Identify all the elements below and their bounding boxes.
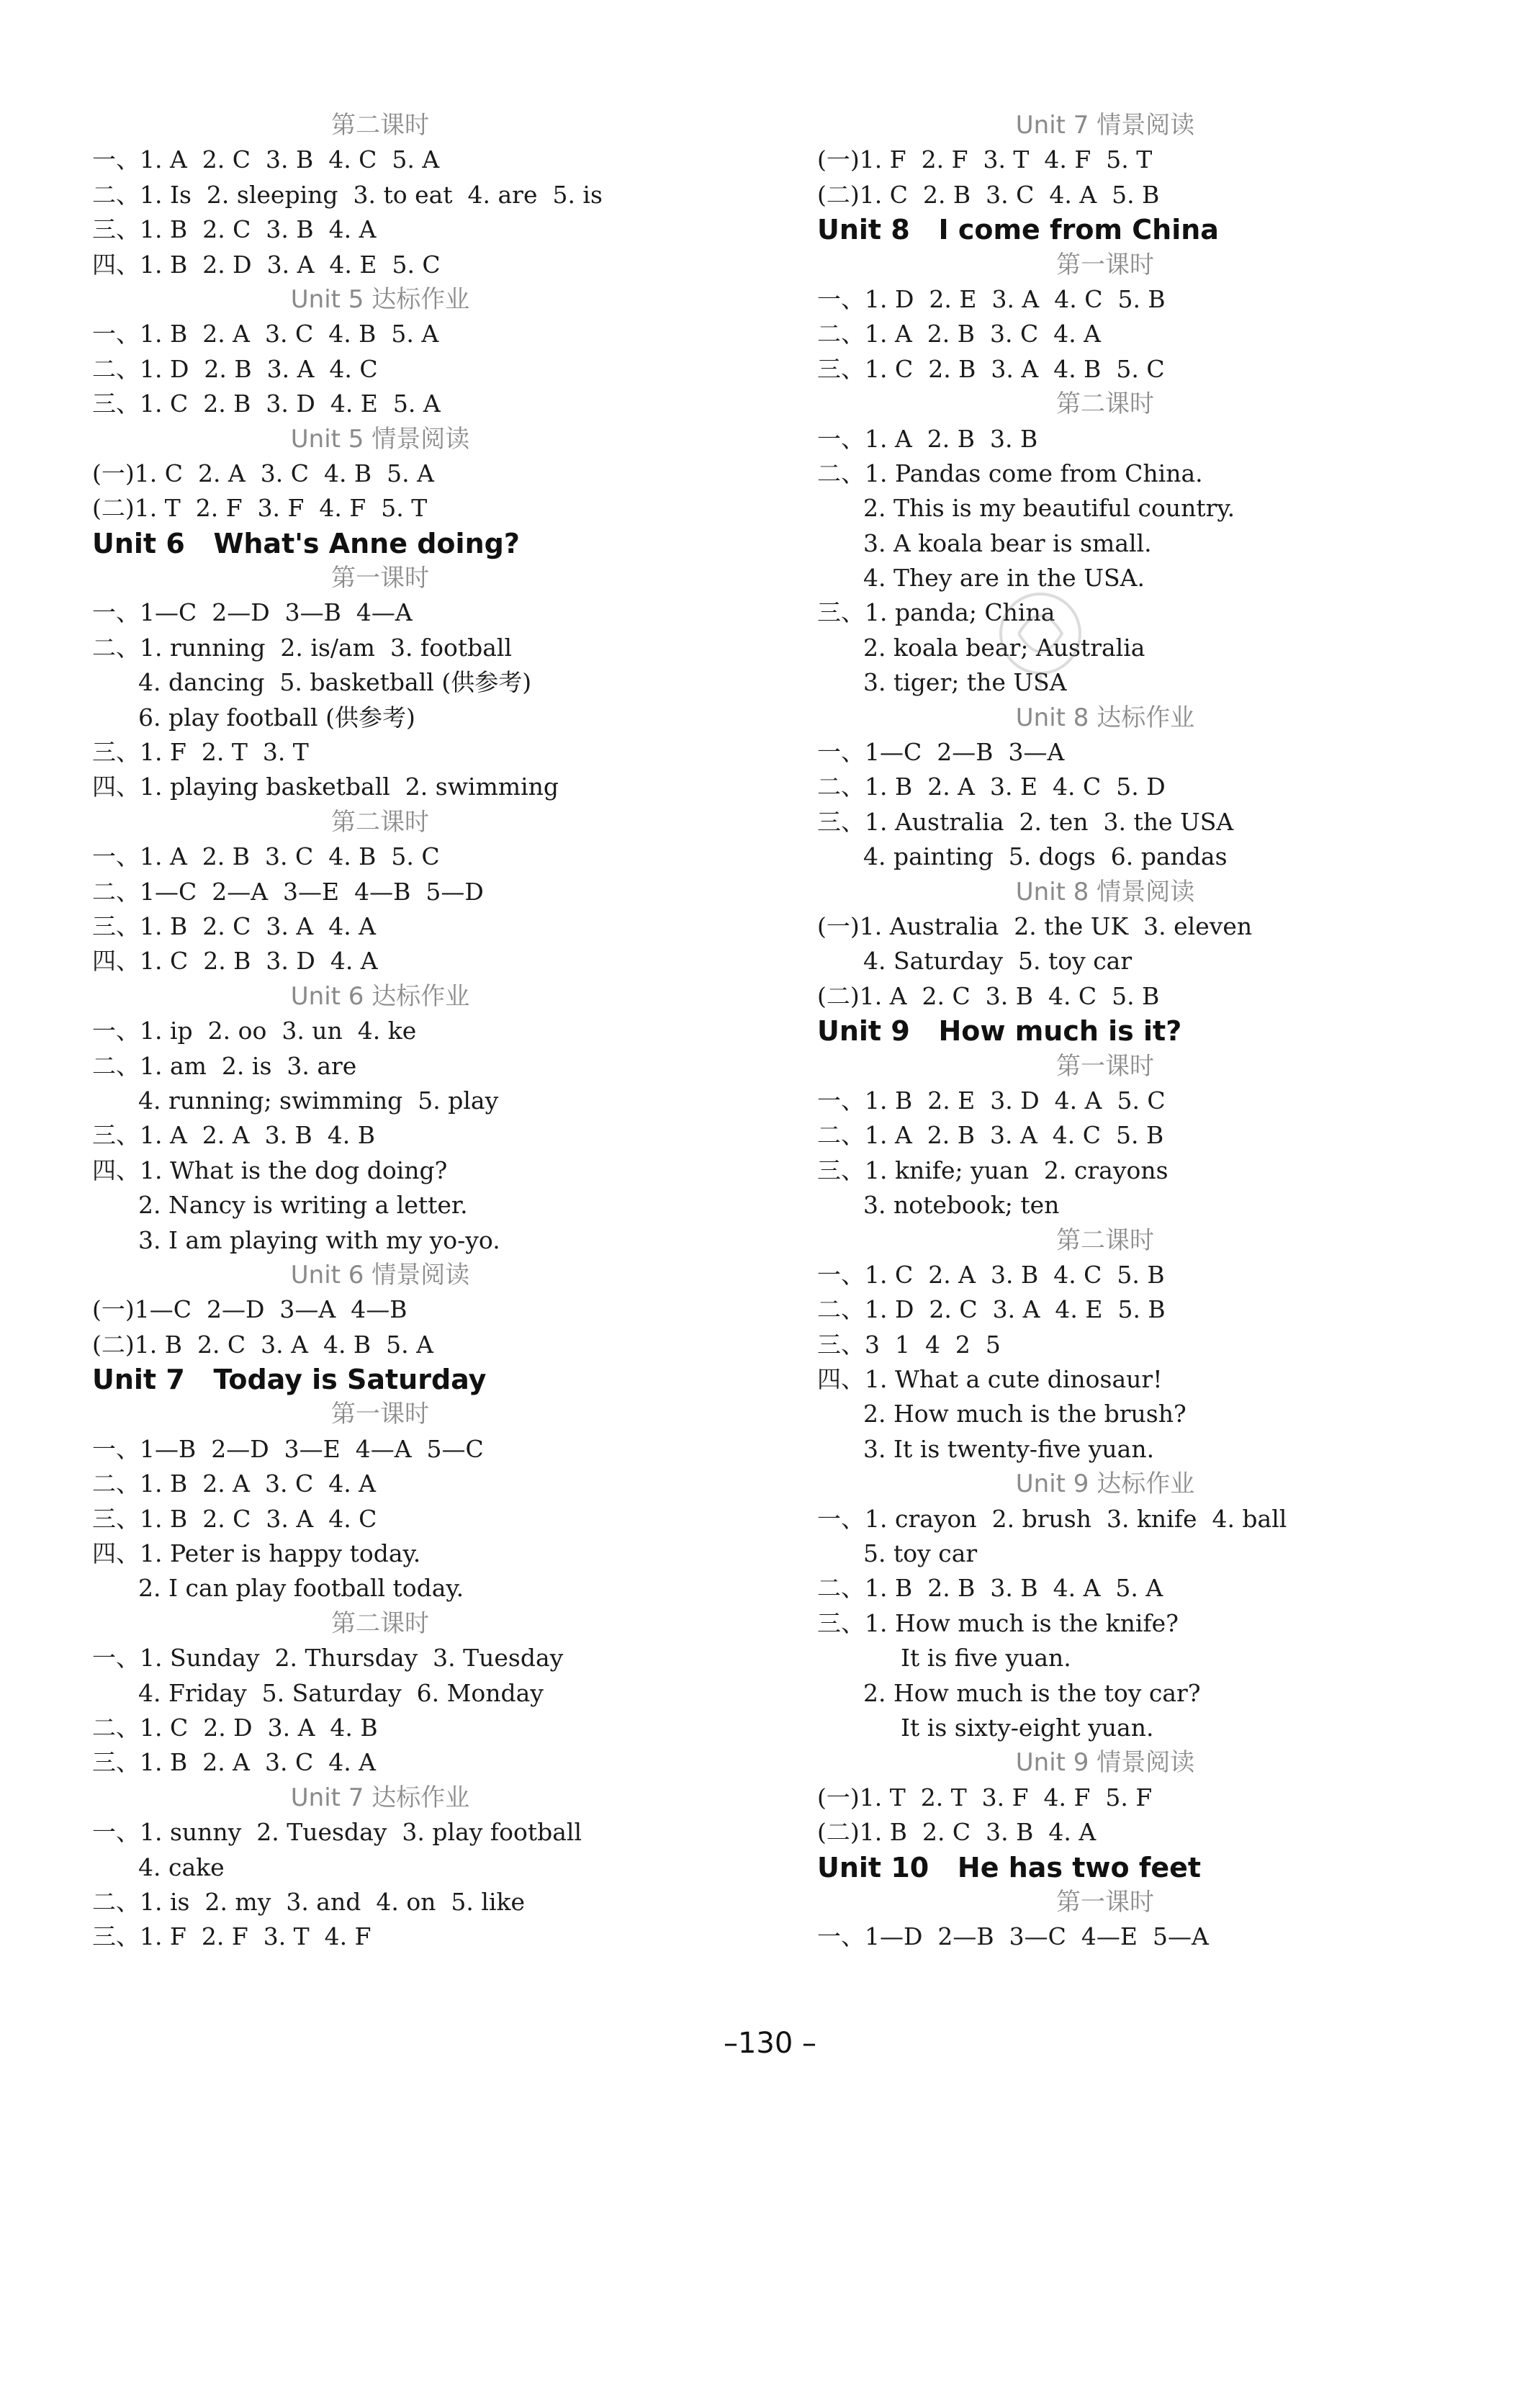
answer-line: 二、1. B 2. A 3. E 4. C 5. D: [817, 773, 1166, 801]
answer-line: 四、1. C 2. B 3. D 4. A: [92, 947, 378, 976]
answer-line: (一)1. C 2. A 3. C 4. B 5. A: [92, 459, 434, 487]
section-heading: 第一课时: [331, 564, 429, 593]
answer-line: 一、1. C 2. A 3. B 4. C 5. B: [817, 1260, 1165, 1289]
answer-line: 3. A koala bear is small.: [863, 528, 1152, 557]
answer-line: 2. This is my beautiful country.: [863, 494, 1235, 523]
answer-line: 三、1. F 2. T 3. T: [92, 738, 309, 767]
answer-line: 3. I am playing with my yo-yo.: [138, 1225, 500, 1254]
section-heading: Unit 8 达标作业: [1015, 703, 1195, 732]
section-heading: 第二课时: [1056, 1225, 1154, 1255]
right-column: [817, 108, 1465, 1955]
answer-line: 二、1. B 2. B 3. B 4. A 5. A: [817, 1574, 1163, 1603]
answer-line: 4. Saturday 5. toy car: [863, 947, 1133, 976]
answer-line: 一、1. A 2. C 3. B 4. C 5. A: [92, 145, 440, 174]
answer-line: 二、1. D 2. C 3. A 4. E 5. B: [817, 1295, 1166, 1324]
answer-line: 二、1. B 2. A 3. C 4. A: [92, 1469, 377, 1498]
answer-line: 2. koala bear; Australia: [863, 633, 1145, 662]
answer-line: 二、1. Pandas come from China.: [817, 459, 1203, 487]
watermark-stamp-icon: [990, 583, 1091, 691]
answer-line: 二、1. C 2. D 3. A 4. B: [92, 1713, 378, 1742]
answer-line: 4. cake: [138, 1853, 225, 1881]
answer-line: 4. They are in the USA.: [863, 564, 1145, 593]
answer-line: 三、1. F 2. F 3. T 4. F: [92, 1922, 372, 1951]
answer-line: 三、1. A 2. A 3. B 4. B: [92, 1121, 376, 1150]
answer-line: 四、1. What a cute dinosaur!: [817, 1365, 1163, 1394]
section-heading: Unit 6 情景阅读: [290, 1260, 470, 1289]
section-heading: Unit 5 达标作业: [290, 284, 470, 314]
answer-line: 2. I can play football today.: [138, 1574, 464, 1603]
answer-line: 三、1. knife; yuan 2. crayons: [817, 1156, 1168, 1184]
unit-title: Unit 10 He has two feet: [817, 1851, 1202, 1883]
answer-line: 4. running; swimming 5. play: [138, 1086, 499, 1115]
section-heading: 第二课时: [331, 111, 429, 140]
section-heading: 第一课时: [331, 1400, 429, 1429]
answer-line: 二、1. A 2. B 3. C 4. A: [817, 320, 1102, 348]
answer-line: 四、1. What is the dog doing?: [92, 1156, 448, 1184]
answer-line: 3. It is twenty-five yuan.: [863, 1434, 1155, 1463]
answer-line: (二)1. B 2. C 3. B 4. A: [817, 1818, 1097, 1847]
answer-line: 5. toy car: [863, 1539, 978, 1568]
answer-line: 四、1. B 2. D 3. A 4. E 5. C: [92, 250, 441, 279]
answer-line: It is sixty-eight yuan.: [901, 1713, 1154, 1742]
answer-line: 4. painting 5. dogs 6. pandas: [863, 842, 1228, 871]
answer-line: 三、1. B 2. C 3. B 4. A: [92, 215, 377, 244]
section-heading: 第二课时: [1056, 390, 1154, 419]
answer-line: 四、1. Peter is happy today.: [92, 1539, 421, 1568]
answer-line: 三、1. B 2. C 3. A 4. C: [92, 1504, 377, 1533]
answer-line: 2. How much is the toy car?: [863, 1678, 1201, 1707]
answer-line: 二、1. am 2. is 3. are: [92, 1051, 357, 1080]
unit-title: Unit 9 How much is it?: [817, 1015, 1182, 1048]
unit-title: Unit 6 What's Anne doing?: [92, 527, 520, 559]
section-heading: 第一课时: [1056, 1887, 1154, 1917]
answer-line: (一)1. F 2. F 3. T 4. F 5. T: [817, 145, 1153, 174]
answer-line: 三、1. C 2. B 3. D 4. E 5. A: [92, 390, 441, 418]
answer-line: 三、1. B 2. C 3. A 4. A: [92, 912, 377, 940]
section-heading: 第一课时: [1056, 1051, 1154, 1081]
answer-line: 一、1. A 2. B 3. C 4. B 5. C: [92, 842, 440, 871]
answer-line: 一、1—C 2—D 3—B 4—A: [92, 598, 413, 627]
section-heading: Unit 6 达标作业: [290, 981, 470, 1011]
answer-line: 二、1. running 2. is/am 3. football: [92, 633, 513, 662]
answer-line: 三、1. C 2. B 3. A 4. B 5. C: [817, 354, 1165, 383]
section-heading: 第一课时: [1056, 250, 1154, 279]
answer-line: It is five yuan.: [901, 1644, 1071, 1673]
answer-line: 二、1—C 2—A 3—E 4—B 5—D: [92, 877, 484, 906]
answer-line: 二、1. Is 2. sleeping 3. to eat 4. are 5. is: [92, 180, 603, 209]
answer-line: 6. play football (供参考): [138, 703, 415, 732]
section-heading: 第二课时: [331, 1608, 429, 1638]
answer-line: 一、1. A 2. B 3. B: [817, 424, 1038, 453]
answer-line: 4. dancing 5. basketball (供参考): [138, 668, 532, 697]
unit-title: Unit 8 I come from China: [817, 214, 1219, 246]
answer-line: 三、1. Australia 2. ten 3. the USA: [817, 807, 1234, 836]
answer-line: (二)1. C 2. B 3. C 4. A 5. B: [817, 180, 1160, 209]
answer-line: 二、1. A 2. B 3. A 4. C 5. B: [817, 1121, 1164, 1150]
answer-line: 三、1. panda; China: [817, 598, 1055, 627]
section-heading: 第二课时: [331, 807, 429, 837]
answer-line: 一、1. crayon 2. brush 3. knife 4. ball: [817, 1504, 1287, 1533]
answer-line: (二)1. A 2. C 3. B 4. C 5. B: [817, 981, 1160, 1010]
page-number: –130 –: [723, 2027, 817, 2060]
answer-line: (二)1. T 2. F 3. F 4. F 5. T: [92, 494, 428, 523]
answer-line: 一、1. B 2. A 3. C 4. B 5. A: [92, 320, 439, 348]
section-heading: Unit 9 达标作业: [1015, 1469, 1195, 1499]
answer-line: 2. How much is the brush?: [863, 1400, 1186, 1428]
answer-line: 一、1. B 2. E 3. D 4. A 5. C: [817, 1086, 1166, 1115]
section-heading: Unit 7 情景阅读: [1015, 111, 1195, 140]
answer-line: 一、1. Sunday 2. Thursday 3. Tuesday: [92, 1644, 564, 1673]
answer-line: 二、1. is 2. my 3. and 4. on 5. like: [92, 1887, 526, 1916]
answer-line: 4. Friday 5. Saturday 6. Monday: [138, 1678, 544, 1707]
answer-line: 3. notebook; ten: [863, 1191, 1060, 1220]
answer-line: 2. Nancy is writing a letter.: [138, 1191, 468, 1220]
unit-title: Unit 7 Today is Saturday: [92, 1364, 487, 1396]
answer-line: (二)1. B 2. C 3. A 4. B 5. A: [92, 1330, 433, 1359]
answer-line: (一)1—C 2—D 3—A 4—B: [92, 1295, 407, 1324]
answer-line: 一、1—D 2—B 3—C 4—E 5—A: [817, 1922, 1209, 1951]
answer-line: (一)1. T 2. T 3. F 4. F 5. F: [817, 1783, 1153, 1811]
section-heading: Unit 8 情景阅读: [1015, 877, 1195, 906]
answer-line: 一、1. sunny 2. Tuesday 3. play football: [92, 1818, 582, 1847]
answer-line: 一、1—B 2—D 3—E 4—A 5—C: [92, 1434, 484, 1463]
answer-line: 3. tiger; the USA: [863, 668, 1067, 697]
left-column: [92, 108, 740, 1955]
answer-line: 一、1. D 2. E 3. A 4. C 5. B: [817, 284, 1166, 313]
answer-line: (一)1. Australia 2. the UK 3. eleven: [817, 912, 1253, 940]
section-heading: Unit 7 达标作业: [290, 1783, 470, 1812]
answer-line: 一、1—C 2—B 3—A: [817, 738, 1065, 767]
answer-line: 二、1. D 2. B 3. A 4. C: [92, 354, 378, 383]
section-heading: Unit 9 情景阅读: [1015, 1748, 1195, 1778]
answer-line: 三、1. How much is the knife?: [817, 1608, 1179, 1637]
section-heading: Unit 5 情景阅读: [290, 424, 470, 454]
answer-line: 一、1. ip 2. oo 3. un 4. ke: [92, 1017, 417, 1045]
answer-line: 三、1. B 2. A 3. C 4. A: [92, 1748, 377, 1777]
answer-line: 四、1. playing basketball 2. swimming: [92, 773, 559, 801]
answer-line: 三、3 1 4 2 5: [817, 1330, 1001, 1359]
